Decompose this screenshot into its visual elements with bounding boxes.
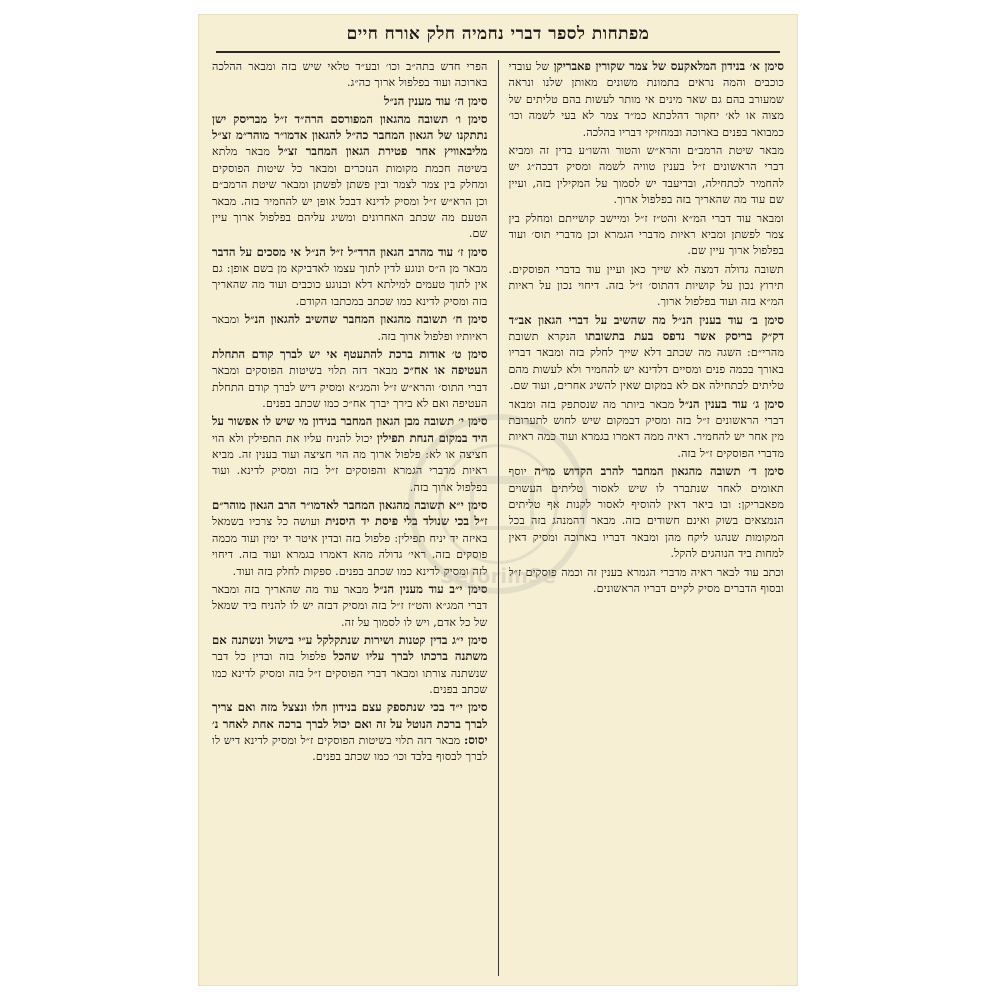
entry-heading: סימן ד׳ תשובה מהגאון המחבר להרב הקדוש מו״ה: [534, 464, 784, 479]
entry-body: יוסף תאומים לאחר שנתברר לו שיש לאסור טליתים העשוים מפאבריקן: ובו ביאר דאין להוסיף לאסור לקנות אף טליתים הנמצאים בשוק ואינם חשודים בזה. מבאר דהמנהג בזה בכל המקומות שנהגו ליקח מהן ומבאר דבריו בארוכה ומסיק דאין למחות ביד הנוהגים להקל.: [508, 465, 784, 561]
entry-body: הנקרא תשובת מהרי״ם: השגה מה שכתב דלא שייך לחלק בזה ומבאר דבריו באורך בכמה פנים ומסיים דלדינא יש להחמיר ולא לעשות מהם טליתים לכתחילה אם לא במקום שאין להשיג אחרים, ועוד שם.: [508, 330, 784, 393]
index-entry: [212, 93, 488, 109]
index-entry: [212, 58, 488, 91]
entry-heading: סימן ח׳ תשובה מהגאון המחבר שהשיב להגאון הנ״ל: [244, 312, 488, 327]
index-entry: [509, 564, 785, 597]
index-entry: [212, 311, 488, 344]
entry-body: מבאר ביותר מה שנסתפק בזה ומבאר דברי הראשונים ז״ל בזה ומסיק דבמקום שיש לחוש לתערובת מין אחר יש להחמיר. ראיה ממה דאמרו בגמרא ועוד כמה ראיות מדברי הפוסקים ז״ל בזה.: [508, 397, 784, 460]
entry-body: מבאר מן ה״ס ונוגע לדין לתוך עצמו לאדביקא מן בשם אופן: גם אין לתוך טעמים למילתא דלא ובנוגע כוכבים ועוד מה שהאריך בזה ומסיק לדינא כמו שכתב במכתבו הקודם.: [212, 262, 488, 308]
entry-heading: סימן י״ג בדין קטנות ושירות שנתקלקל ע״י בישול ונשתנה אם משתנה ברכתו לברך עליו שהכל: [212, 633, 488, 664]
entry-heading: סימן ז׳ עוד מהרב הגאון הרד״ל ז״ל הנ״ל אי מסכים על הדבר: [212, 244, 488, 259]
column-divider: [498, 60, 499, 976]
entry-heading: סימן י״ד בכי שנתספק עצם בנידון חלו ונצצל מזה ואם צריך לברך ברכת הנוטל על זה ואם יכול לברך ברכה אחת לאחר נ׳ יסוס:: [212, 700, 488, 747]
entry-body: מבאר דזה תלוי בשיטות הפוסקים ומבאר דברי התוס׳ והרא״ש ז״ל והמג״א ומסיק דיש לברך קודם התחלת העטיפה ואם לא בירך יברך אח״כ כמו שכתב בפנים.: [212, 364, 488, 410]
page-header-title: מפתחות לספר דברי נחמיה חלק אורח חיים: [346, 24, 650, 44]
entry-heading: סימן ו׳ תשובה מהגאון המפורסם הרה״ד ז״ל מבריסק ישן נתתקנו של הגאון המחבר כה״ל להגאון אדמו״ר מוהר״מ זצ״ל מליבאוויץ אחר פטירת הגאון המחבר זצ״ל: [212, 112, 488, 159]
entry-body: הפרי חדש בתה״ב וכו׳ ובע״ד טלאי שיש בזה ומבאר ההלכה בארוכה ועוד בפלפול ארוך כה״ג.: [212, 60, 488, 90]
entry-body: של עובדי כוכבים והמה נראים בתמונת משונים מאותן שלנו ונראה שמעורב בהם גם שאר מינים אי מותר לעשות בהם טליתים של מצוה או לא׳ יחקור דהלכתא כמ״ד צמר לא בעי לשמה וכו׳ כמבואר בפנים בארוכה ובמחזיקי דבריו בהלכה.: [508, 60, 784, 139]
index-entry: [509, 58, 785, 140]
entry-heading: סימן ה׳ עוד מענין הנ״ל: [383, 93, 488, 108]
entry-body: ועושה כל צרכיו בשמאל באיזה יד יניח תפילין: פלפול בזה ובדין איטר יד ימין ועוד מכמה פוסקים בזה. ראי׳ גדולה מהא דאמרו בגמרא ועוד בזה. דיחוי לזה ומסיק לדינא כמו שכתב בפנים. ספקות לחלק בזה ועוד.: [212, 515, 488, 578]
header-rule: [216, 51, 780, 53]
entry-heading: סימן א׳ בנידון המלאקעס של צמר שקורין פאבריקן: [553, 59, 784, 73]
entry-body: פלפול בזה ובדין כל דבר שנשתנה צורתו ומבאר דברי הפוסקים ז״ל בזה ומסיק לדינא כמו שכתב בפנים.: [212, 650, 488, 697]
index-entry: [509, 142, 785, 208]
entry-heading: סימן ב׳ עוד בענין הנ״ל מה שהשיב על דברי הגאון אב״ד דק״ק בריסק אשר נדפס בעת בתשובתו: [508, 312, 784, 344]
entry-body: מבאר שיטת הרמב״ם והרא״ש והטור והשו״ע בדין זה ומביא דברי הראשונים ז״ל בענין טוויה לשמה ומסיק דבכה״ג יש להחמיר לכתחילה, ובדיעבד יש לסמוך על המקילין בזה, ועיין שם עוד מה שהאריך בזה בפלפול ארוך.: [508, 143, 784, 207]
entry-body: מבאר מלתא בשיטה חכמת מקומות הנזכרים ומבאר כל שיטות הפוסקים ומחלק בין צמר לצמר ובין פשתן לפשתן ומבאר שיטת הרמב״ם וכן הרא״ש ז״ל ומסיק לדינא דבכל אופן יש להחמיר בזה. מבאר הטעם מה שכתב האחרונים ומשיג עליהם בפלפול ארוך עיין שם.: [212, 145, 488, 241]
index-entry: [509, 463, 785, 561]
entry-heading: סימן י׳ תשובה מבן הגאון המחבר בנידון מי שיש לו אפשור על היד במקום הנחת תפילין: [212, 414, 488, 445]
entry-body: תשובה גדולה דמצה לא שייך כאן ועיין עוד בדברי הפוסקים. תירוץ נכון על קושיות דהתוס׳ ז״ל בזה. דיחוי נכון על ראיות המ״א בזה ועוד בפלפול ארוך.: [508, 262, 784, 309]
index-entry: [212, 413, 488, 495]
left-column: [212, 58, 488, 978]
entry-heading: סימן ג׳ עוד בענין הנ״ל: [679, 396, 784, 411]
entry-body: מבאר דזה תלוי בשיטות הפוסקים ז״ל ומסיק לדינא דיש לו לברך לבסוף בלבד וכו׳ כמו שכתב בפנים.: [212, 733, 488, 764]
index-entry: [509, 312, 785, 394]
entry-heading: סימן י״ב עוד מענין הנ״ל: [373, 581, 488, 596]
index-entry: [509, 210, 785, 259]
index-entry: [212, 581, 488, 630]
entry-body: מבאר עוד מה שהאריך בזה ומבאר דברי המג״א והט״ז ז״ל בזה ומסיק דבזה יש לו להניח ביד שמאל של כל אדם, ויש לו לסמוך על זה.: [212, 582, 488, 629]
text-columns: [212, 58, 784, 978]
entry-body: ומבאר ראיותיו ופלפול ארוך בזה.: [212, 313, 488, 343]
index-entry: [212, 632, 488, 697]
index-entry: [212, 346, 488, 411]
book-page: [198, 14, 798, 986]
watermark-site-text: SeforimSe: [440, 564, 556, 588]
index-entry: [212, 244, 488, 309]
entry-body: וכתב עוד לבאר ראיה מדברי הגמרא בענין זה וכמה פוסקים ז״ל ובסוף הדברים מסיק לקיים דבריו הראשונים.: [508, 565, 784, 595]
index-entry: [212, 699, 488, 764]
entry-heading: סימן י״א תשובה מהגאון המחבר לאדמו״ר הרב הגאון מוהר״ם ז״ל בכי שנולד בלי פיסת יד היסנית: [212, 498, 488, 529]
right-column: [509, 58, 785, 978]
entry-body: יכול להניח עליו את התפילין ולא הוי חציצה או לא: פלפול ארוך מה הוי חציצה ועוד בענין זה. מביא ראיות מדברי הגמרא והפוסקים ז״ל בזה ומסיק לדינא. ועוד בפלפול ארוך בזה.: [212, 431, 488, 494]
index-entry: [509, 396, 785, 462]
index-entry: [212, 497, 488, 579]
entry-body: ומבאר עוד דברי המ״א והט״ז ז״ל ומיישב קושייתם ומחלק בין צמר לפשתן ומביא ראיות מדברי הגמרא וכן מדברי תוס׳ ועוד בפלפול ארוך עיין שם.: [508, 211, 784, 258]
index-entry: [509, 261, 785, 310]
index-entry: [212, 111, 488, 242]
entry-heading: סימן ט׳ אודות ברכת להתעטף אי יש לברך קודם התחלת העטיפה או אח״כ: [212, 346, 488, 378]
